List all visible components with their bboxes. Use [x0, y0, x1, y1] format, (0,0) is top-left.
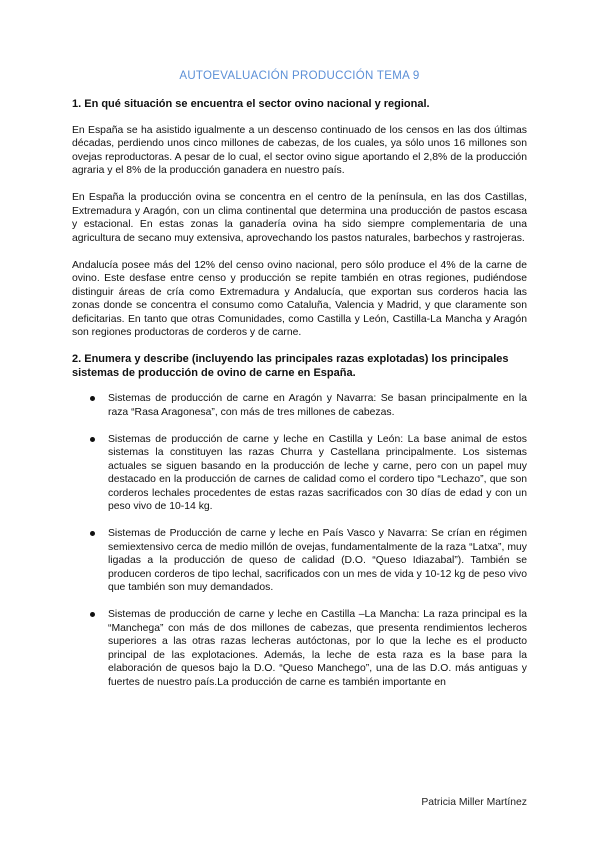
q1-paragraph-3: Andalucía posee más del 12% del censo ovino nacional, pero sólo produce el 4% de la carne de ovino. Este desfase entre censo y producción se repite también en otras regiones, pudiéndose distinguir áreas de cría como Extremadura y Andalucía, que exportan sus corderos hacia las zonas donde se concentra el consumo como Cataluña, Valencia y Madrid, y que claramente son deficitarias. En tanto que otras Comunidades, como Castilla y León, Castilla-La Mancha y Aragón son regiones productoras de corderos y de carne. [72, 259, 527, 338]
q2-bullet-4-text: Sistemas de producción de carne y leche en Castilla –La Mancha: La raza principal es la “Manchega” con más de dos millones de cabezas, que presenta rendimientos lecheros superiores a las otras razas lecheras autóctonas, por lo que la leche es el producto principal de las explotaciones. Además, la leche de esta raza es la base para la elaboración de quesos bajo la D.O. “Queso Manchego”, una de las D.O. más antiguas y fuertes de nuestro país.La producción de carne es también importante en [108, 609, 527, 688]
question-2-heading: 2. Enumera y describe (incluyendo las principales razas explotadas) los principales sistemas de producción de ovino de carne en España. [72, 353, 509, 379]
q2-bullet-4 [72, 608, 527, 689]
q2-bullet-1-text: Sistemas de producción de carne en Aragón y Navarra: Se basan principalmente en la raza “Rasa Aragonesa”, con más de tres millones de cabezas. [108, 393, 527, 418]
bullet-dot-icon [90, 396, 95, 401]
document-title: AUTOEVALUACIÓN PRODUCCIÓN TEMA 9 [179, 70, 420, 82]
bullet-dot-icon [90, 531, 95, 536]
q1-paragraph-2: En España la producción ovina se concentra en el centro de la península, en las dos Castillas, Extremadura y Aragón, con un clima continental que determina una producción de pastos escasa y estacional. En estas zonas la ganadería ovina ha sido siempre complementaria de una agricultura de secano muy extensiva, aprovechando los pastos naturales, barbechos y rastrojeras. [72, 192, 527, 244]
bullet-dot-icon [90, 437, 95, 442]
q1-paragraph-1: En España se ha asistido igualmente a un descenso continuado de los censos en las dos últimas décadas, perdiendo unos cinco millones de cabezas, de los cuales, ya sólo unos 16 millones son ovejas reproductoras. A pesar de lo cual, el sector ovino sigue aportando el 2,8% de la producción agraria y el 8% de la producción ganadera en nuestro país. [72, 124, 527, 176]
question-1-heading: 1. En qué situación se encuentra el sector ovino nacional y regional. [72, 98, 430, 110]
q2-bullet-2 [72, 433, 527, 514]
q2-bullet-1 [72, 392, 527, 419]
q2-bullet-3-text: Sistemas de Producción de carne y leche en País Vasco y Navarra: Se crían en régimen semiextensivo cerca de medio millón de ovejas, fundamentalmente de la raza “Latxa”, muy ligadas a la producción de queso de calidad (D.O. “Queso Idiazabal”). También se producen corderos de tipo lechal, sacrificados con un mes de vida y 10-12 kg de peso vivo que también son muy demandados. [108, 528, 527, 593]
bullet-dot-icon [90, 612, 95, 617]
q2-bullet-2-text: Sistemas de producción de carne y leche en Castilla y León: La base animal de estos sistemas la constituyen las razas Churra y Castellana principalmente. Los sistemas actuales se siguen basando en la producción de leche y carne, pero con un papel muy destacado en la producción de carnes de calidad como el cordero tipo “Lechazo”, que son corderos lechales procedentes de estas razas sacrificados con 30 días de edad y con un peso vivo de 10-14 kg. [108, 433, 527, 512]
q2-bullet-3 [72, 527, 527, 595]
footer-author: Patricia Miller Martínez [421, 797, 527, 808]
q2-bullet-list [72, 392, 527, 689]
document-page [72, 70, 527, 703]
